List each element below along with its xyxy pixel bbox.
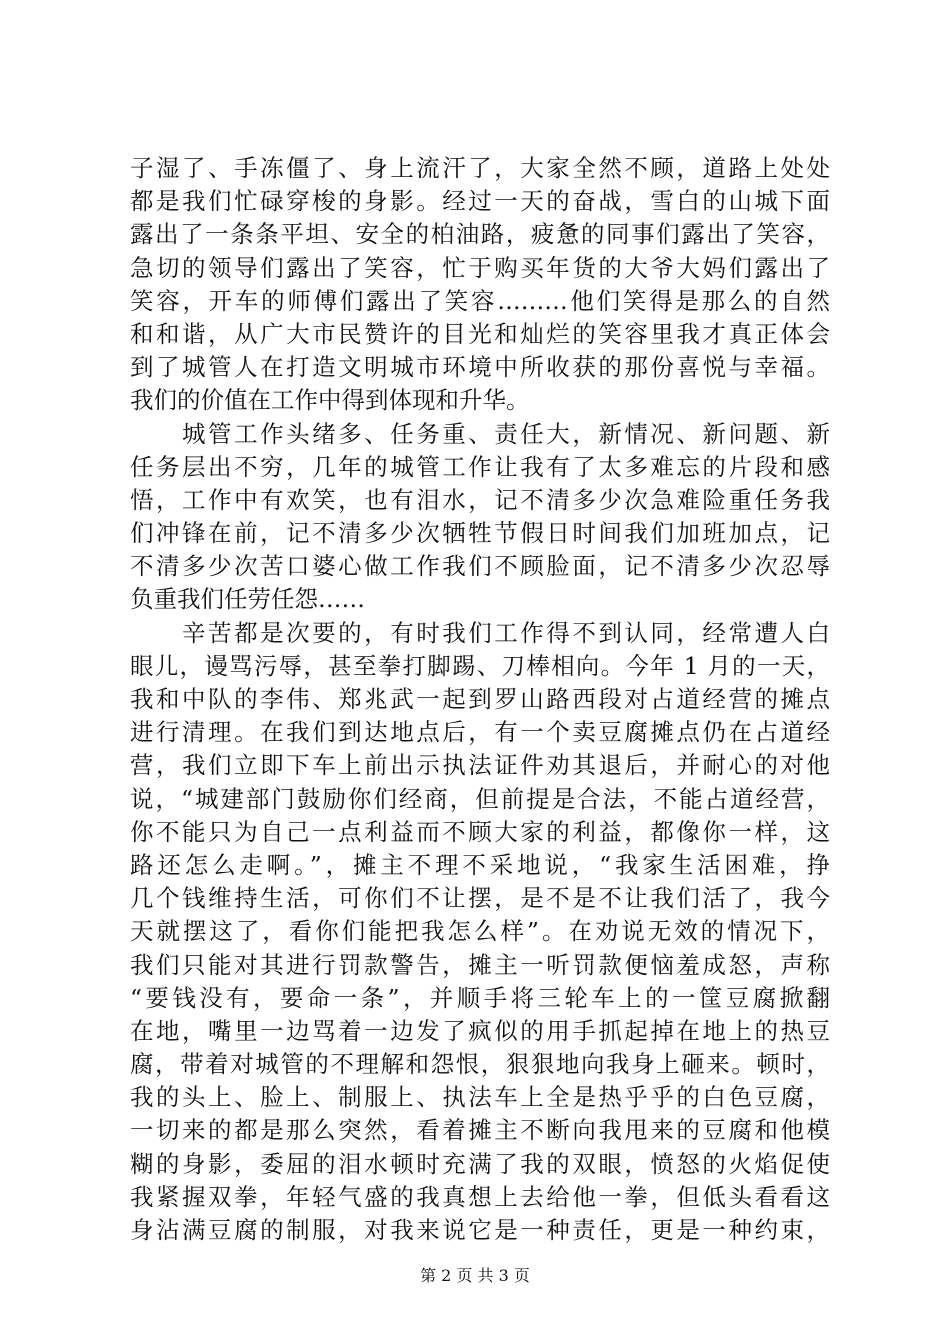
text-line: 辛苦都是次要的，有时我们工作得不到认同，经常遭人白 [130, 618, 830, 647]
text-line: 说，“城建部门鼓励你们经商，但前提是合法，不能占道经营， [130, 784, 830, 813]
text-line: 营，我们立即下车上前出示执法证件劝其退后，并耐心的对他 [130, 751, 830, 780]
document-body [130, 152, 830, 1247]
text-line: 几个钱维持生活，可你们不让摆，是不是不让我们活了，我今 [130, 884, 830, 913]
text-line: 身沾满豆腐的制服，对我来说它是一种责任，更是一种约束， [130, 1216, 830, 1244]
text-line: 路还怎么走啊。”，摊主不理不采地说，“我家生活困难，挣 [130, 850, 830, 879]
text-line: 在地，嘴里一边骂着一边发了疯似的用手抓起掉在地上的热豆 [130, 1016, 830, 1045]
text-line: 露出了一条条平坦、安全的柏油路，疲惫的同事们露出了笑容， [130, 220, 830, 249]
text-line: 急切的领导们露出了笑容，忙于购买年货的大爷大妈们露出了 [130, 253, 830, 282]
text-line: 糊的身影，委屈的泪水顿时充满了我的双眼，愤怒的火焰促使 [130, 1149, 830, 1178]
text-line: 到了城管人在打造文明城市环境中所收获的那份喜悦与幸福。 [130, 353, 830, 382]
text-line: 我们的价值在工作中得到体现和升华。 [130, 386, 530, 415]
text-line: 都是我们忙碌穿梭的身影。经过一天的奋战，雪白的山城下面 [130, 187, 830, 216]
text-line: 一切来的都是那么突然，看着摊主不断向我甩来的豆腐和他模 [130, 1116, 830, 1145]
text-line: 任务层出不穷，几年的城管工作让我有了太多难忘的片段和感 [130, 452, 830, 481]
text-line: 我们只能对其进行罚款警告，摊主一听罚款便恼羞成怒，声称 [130, 950, 830, 979]
text-line: 天就摆这了，看你们能把我怎么样”。在劝说无效的情况下， [130, 917, 830, 946]
text-line: 笑容，开车的师傅们露出了笑容………他们笑得是那么的自然 [130, 286, 830, 315]
text-line: 子湿了、手冻僵了、身上流汗了，大家全然不顾，道路上处处 [130, 154, 830, 182]
text-line: 们冲锋在前，记不清多少次牺牲节假日时间我们加班加点，记 [130, 519, 830, 548]
text-line: 负重我们任劳任怨…… [130, 585, 365, 614]
text-line: 悟，工作中有欢笑，也有泪水，记不清多少次急难险重任务我 [130, 485, 830, 514]
text-line: 城管工作头绪多、任务重、责任大，新情况、新问题、新 [130, 419, 830, 448]
text-line: 腐，带着对城管的不理解和怨恨，狠狠地向我身上砸来。顿时， [130, 1050, 830, 1079]
text-line: 眼儿，谩骂污辱，甚至拳打脚踢、刀棒相向。今年 1 月的一天， [130, 651, 830, 680]
text-line: 和和谐，从广大市民赞许的目光和灿烂的笑容里我才真正体会 [130, 319, 830, 348]
text-line: 进行清理。在我们到达地点后，有一个卖豆腐摊点仍在占道经 [130, 718, 830, 747]
text-line: 我紧握双拳，年轻气盛的我真想上去给他一拳，但低头看看这 [130, 1182, 830, 1211]
text-line: 我的头上、脸上、制服上、执法车上全是热乎乎的白色豆腐， [130, 1083, 830, 1112]
text-line: 我和中队的李伟、郑兆武一起到罗山路西段对占道经营的摊点 [130, 685, 830, 713]
page-footer: 第 2 页 共 3 页 [420, 1266, 530, 1285]
text-line: 你不能只为自己一点利益而不顾大家的利益，都像你一样，这 [130, 817, 830, 846]
text-line: 不清多少次苦口婆心做工作我们不顾脸面，记不清多少次忍辱 [130, 552, 830, 581]
text-line: “要钱没有，要命一条”，并顺手将三轮车上的一筐豆腐掀翻 [130, 983, 830, 1012]
